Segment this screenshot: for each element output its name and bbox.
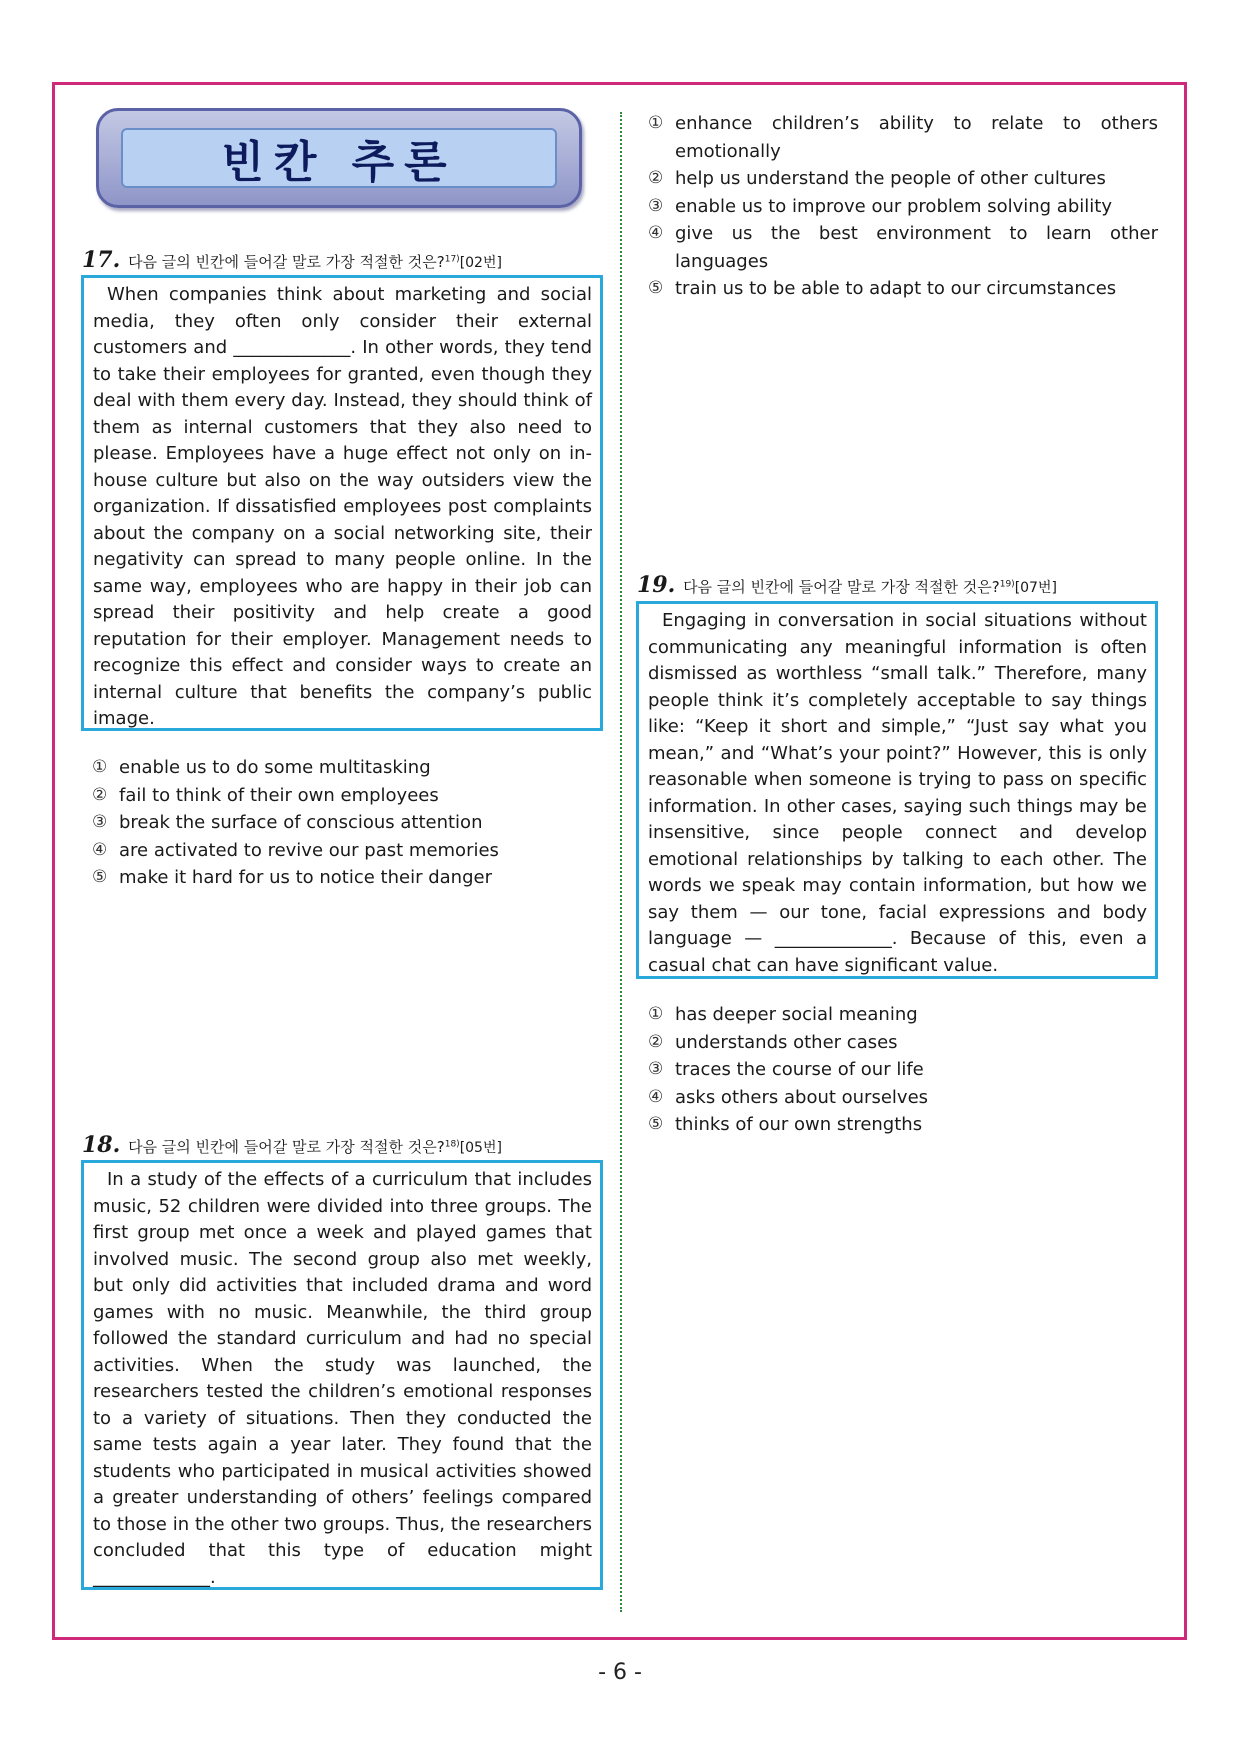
question-source: [05번] (459, 1140, 502, 1156)
choice-item[interactable] (648, 110, 1158, 165)
question-ref (445, 255, 502, 271)
question-19-choices (648, 1001, 1158, 1139)
choice-text: make it hard for us to notice their danger (119, 867, 492, 888)
question-source: [07번] (1014, 580, 1057, 596)
choice-text: enhance children’s ability to relate to others emotionally (675, 113, 1158, 162)
question-18-choices (648, 110, 1158, 303)
question-number: 18. (82, 1132, 121, 1158)
choice-text: train us to be able to adapt to our circumstances (675, 278, 1117, 299)
question-17-choices (92, 754, 602, 892)
choice-marker: ① (648, 1004, 664, 1024)
question-19-passage: Engaging in conversation in social situations without communicating any meaningful information is often dismissed as worthless “small talk.” Therefore, many people think it’s completely acceptable to say things like: “Keep it short and simple,” “Just say what you mean,” and “What’s your point?” However, this is only reasonable when someone is trying to pass on specific information. In other cases, saying such things may be insensitive, since people connect and develop emotional relationships by talking to each other. The words we speak may contain information, but how we say them — our tone, facial expressions and body language — _____________. Because of this, even a casual chat can have significant value. (636, 601, 1158, 979)
question-number: 17. (82, 247, 121, 273)
choice-text: enable us to improve our problem solving ability (675, 195, 1112, 217)
question-prompt: 다음 글의 빈칸에 들어갈 말로 가장 적절한 것은? (128, 253, 445, 271)
choice-marker: ⑤ (648, 278, 664, 298)
choice-text: break the surface of conscious attention (119, 812, 483, 833)
question-number: 19. (637, 572, 676, 598)
question-source: [02번] (459, 255, 502, 271)
choice-item[interactable] (648, 1111, 1158, 1139)
choice-item[interactable] (648, 275, 1158, 303)
choice-marker: ② (648, 1031, 664, 1052)
choice-text: has deeper social meaning (675, 1004, 918, 1025)
question-18-header (82, 1132, 502, 1158)
question-ref (1000, 580, 1057, 596)
choice-marker: ③ (92, 812, 108, 832)
choice-marker: ② (648, 168, 664, 188)
choice-item[interactable] (92, 754, 602, 782)
footnote-marker: 19) (999, 579, 1015, 590)
choice-item[interactable] (648, 165, 1158, 193)
choice-item[interactable] (92, 809, 602, 837)
question-prompt: 다음 글의 빈칸에 들어갈 말로 가장 적절한 것은? (128, 1138, 445, 1156)
choice-item[interactable] (648, 1001, 1158, 1029)
choice-text: help us understand the people of other cultures (675, 168, 1106, 189)
choice-item[interactable] (648, 1084, 1158, 1112)
footnote-marker: 18) (444, 1139, 460, 1150)
choice-marker: ① (648, 113, 664, 133)
section-title-inner (121, 128, 557, 188)
choice-item[interactable] (648, 1056, 1158, 1084)
page-number: - 6 - (598, 1660, 642, 1685)
question-17-header (82, 247, 502, 273)
choice-text: fail to think of their own employees (119, 784, 439, 806)
footnote-marker: 17) (444, 254, 460, 265)
choice-text: enable us to do some multitasking (119, 757, 431, 778)
choice-marker: ③ (648, 195, 664, 216)
choice-item[interactable] (648, 193, 1158, 221)
choice-marker: ④ (648, 223, 664, 243)
choice-item[interactable] (648, 1029, 1158, 1057)
choice-marker: ③ (648, 1059, 664, 1079)
choice-item[interactable] (92, 782, 602, 810)
question-19-header (637, 572, 1057, 598)
column-divider (620, 112, 622, 1612)
choice-marker: ④ (92, 839, 108, 860)
section-title: 빈칸 추론 (221, 137, 457, 188)
choice-text: thinks of our own strengths (675, 1114, 923, 1135)
choice-text: are activated to revive our past memories (119, 839, 499, 861)
choice-text: understands other cases (675, 1031, 898, 1053)
choice-text: traces the course of our life (675, 1059, 924, 1080)
choice-item[interactable] (92, 837, 602, 865)
choice-marker: ④ (648, 1086, 664, 1107)
choice-marker: ⑤ (648, 1114, 664, 1134)
choice-text: give us the best environment to learn other languages (675, 223, 1158, 272)
choice-item[interactable] (92, 864, 602, 892)
question-17-passage: When companies think about marketing and social media, they often only consider their external customers and _____________. In other words, they tend to take their employees for granted, even though they deal with them every day. Instead, they should think of them as internal customers that they also need to please. Employees have a huge effect not only on in-house culture but also on the way outsiders view the organization. If dissatisfied employees post complaints about the company on a social networking site, their negativity can spread to many people online. In the same way, employees who are happy in their job can spread their positivity and help create a good reputation for their employer. Management needs to recognize this effect and consider ways to create an internal culture that benefits the company’s public image. (81, 275, 603, 731)
choice-marker: ① (92, 757, 108, 777)
choice-item[interactable] (648, 220, 1158, 275)
question-ref (445, 1140, 502, 1156)
choice-text: asks others about ourselves (675, 1086, 929, 1108)
question-18-passage: In a study of the effects of a curriculum that includes music, 52 children were divided into three groups. The first group met once a week and played games that involved music. The second group also met weekly, but only did activities that included drama and word games with no music. Meanwhile, the third group followed the standard curriculum and had no special activities. When the study was launched, the researchers tested the children’s emotional responses to a variety of situations. Then they conducted the same tests again a year later. They found that the students who participated in musical activities showed a greater understanding of others’ feelings compared to those in the other two groups. Thus, the researchers concluded that this type of education might _____________. (81, 1160, 603, 1590)
question-prompt: 다음 글의 빈칸에 들어갈 말로 가장 적절한 것은? (683, 578, 1000, 596)
section-title-banner (96, 108, 582, 208)
choice-marker: ② (92, 784, 108, 805)
choice-marker: ⑤ (92, 867, 108, 887)
